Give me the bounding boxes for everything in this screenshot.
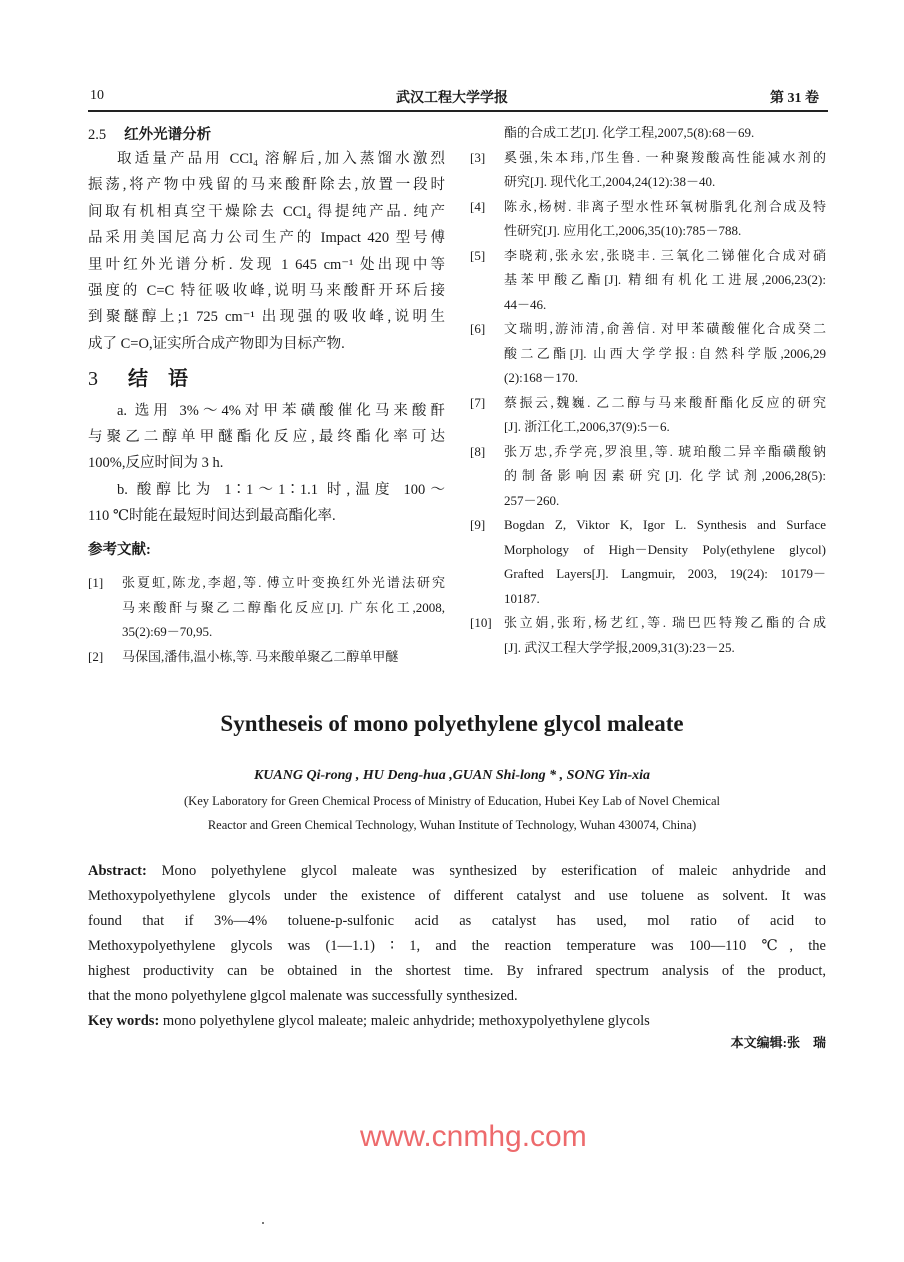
reference-line: 奚强,朱本玮,邝生鲁. 一种聚羧酸高性能减水剂的 xyxy=(504,149,826,165)
reference-number: [2] xyxy=(88,648,104,664)
reference-item xyxy=(88,645,445,670)
reference-line: 蔡振云,魏巍. 乙二醇与马来酸酐酯化反应的研究 xyxy=(504,394,826,410)
reference-line: 257－260. xyxy=(504,492,560,508)
watermark: www.cnmhg.com xyxy=(360,1120,587,1153)
journal-name: 武汉工程大学学报 xyxy=(396,91,508,106)
abstract xyxy=(88,859,826,1034)
section-title: 结语 xyxy=(128,368,208,390)
reference-line: 基苯甲酸乙酯[J]. 精细有机化工进展,2006,23(2): xyxy=(504,272,826,287)
abstract-line: highest productivity can be obtained in the shortest time. By infrared spectrum analysis of the product, xyxy=(88,963,826,979)
reference-line: Grafted Layers[J]. Langmuir, 2003, 19(24): 10179－ xyxy=(504,566,826,581)
reference-number: [10] xyxy=(470,615,492,630)
references-right xyxy=(470,121,826,660)
abstract-line xyxy=(88,859,826,884)
paragraph-line: 里叶红外光谱分析. 发现 1 645 cm⁻¹ 处出现中等 xyxy=(88,256,445,273)
reference-line: Morphology of High－Density Poly(ethylene glycol) xyxy=(504,541,826,557)
paragraph-line: 成了 C=O,证实所合成产物即为目标产物. xyxy=(88,335,345,352)
abstract-text: Mono polyethylene glycol maleate was synthesized by esterification of maleic anhydride and xyxy=(146,863,826,879)
reference-line: 陈永,杨树. 非离子型水性环氧树脂乳化剂合成及特 xyxy=(504,198,826,214)
abstract-line: found that if 3%—4% toluene-p-sulfonic acid as catalyst has used, mol ratio of acid to xyxy=(88,913,826,929)
reference-line: [J]. 浙江化工,2006,37(9):5－6. xyxy=(504,419,670,434)
section-title: 红外光谱分析 xyxy=(124,127,212,143)
reference-item xyxy=(470,195,826,244)
reference-number: [4] xyxy=(470,198,486,214)
keywords-label: Key words: xyxy=(88,1013,160,1029)
reference-number: [7] xyxy=(470,394,486,410)
reference-item xyxy=(470,317,826,391)
reference-line: 酸二乙酯[J]. 山西大学学报:自然科学版,2006,29 xyxy=(504,345,826,361)
abstract-line: Methoxypolyethylene glycols under the existence of different catalyst and use toluene as solvent. It was xyxy=(88,888,826,904)
references-left xyxy=(88,571,445,669)
reference-number: [5] xyxy=(470,247,486,263)
english-title: Syntheseis of mono polyethylene glycol maleate xyxy=(220,711,684,736)
reference-line: 张立娟,张珩,杨艺红,等. 瑞巴匹特羧乙酯的合成 xyxy=(504,615,826,630)
header-rule xyxy=(88,110,828,112)
affiliation-line-2: Reactor and Green Chemical Technology, Wuhan Institute of Technology, Wuhan 430074, China) xyxy=(207,818,697,832)
paragraph-line: 振荡,将产物中残留的马来酸酐除去,放置一段时 xyxy=(88,177,445,194)
paragraph-line: 品采用美国尼高力公司生产的 Impact 420 型号傅 xyxy=(88,230,445,247)
reference-number: [8] xyxy=(470,443,486,459)
reference-line: 酯的合成工艺[J]. 化学工程,2007,5(8):68－69. xyxy=(504,125,755,140)
reference-line: 文瑞明,游沛清,俞善信. 对甲苯磺酸催化合成癸二 xyxy=(504,321,826,336)
reference-item xyxy=(470,244,826,318)
conclusion-body xyxy=(88,398,445,529)
section-heading-3 xyxy=(88,362,445,391)
reference-number: [3] xyxy=(470,149,486,165)
paragraph-line: 强度的 C=C 特征吸收峰,说明马来酸酐开环后接 xyxy=(88,283,445,300)
reference-line: 10187. xyxy=(504,590,540,606)
paragraph-line: a. 选用 3%～4%对甲苯磺酸催化马来酸酐 xyxy=(117,403,445,419)
reference-line: 马来酸酐与聚乙二醇酯化反应[J]. 广东化工,2008, xyxy=(122,599,445,615)
reference-line: 44－46. xyxy=(504,296,547,312)
reference-item xyxy=(470,121,826,146)
reference-line: 的制备影响因素研究[J]. 化学试剂,2006,28(5): xyxy=(504,468,826,483)
paragraph-line: 取适量产品用 CCl₄ 溶解后,加入蒸馏水激烈 xyxy=(117,151,445,167)
reference-line: 马保国,潘伟,温小栋,等. 马来酸单聚乙二醇单甲醚 xyxy=(122,648,399,664)
references-heading: 参考文献: xyxy=(88,542,151,558)
reference-line: 35(2):69－70,95. xyxy=(122,624,213,639)
section-number: 3 xyxy=(88,368,98,390)
reference-line: 李晓莉,张永宏,张晓丰. 三氧化二锑催化合成对硝 xyxy=(504,247,826,263)
paragraph-line: 间取有机相真空干燥除去 CCl₄ 得提纯产品. 纯产 xyxy=(88,203,445,220)
reference-line: (2):168－170. xyxy=(504,370,579,385)
editor-credit: 本文编辑:张 瑞 xyxy=(730,1035,826,1050)
scan-speck xyxy=(262,1222,264,1224)
keywords-line xyxy=(88,1009,826,1034)
abstract-line: Methoxypolyethylene glycols was (1—1.1) ∶ 1, and the reaction temperature was 100—110 ℃, the xyxy=(88,938,826,954)
reference-number: [6] xyxy=(470,321,486,336)
abstract-label: Abstract: xyxy=(88,863,147,879)
section-number: 2.5 xyxy=(88,127,107,143)
reference-line: 研究[J]. 现代化工,2004,24(12):38－40. xyxy=(504,174,716,189)
paragraph-line: 与聚乙二醇单甲醚酯化反应,最终酯化率可达 xyxy=(88,429,445,446)
reference-number: [1] xyxy=(88,575,104,590)
reference-item xyxy=(470,391,826,440)
section-heading-2-5 xyxy=(88,123,445,144)
paragraph-line: 到聚醚醇上;1 725 cm⁻¹ 出现强的吸收峰,说明生 xyxy=(88,309,445,326)
reference-item xyxy=(470,440,826,514)
authors: KUANG Qi-rong , HU Deng-hua ,GUAN Shi-long * , SONG Yin-xia xyxy=(253,768,651,783)
reference-line: 性研究[J]. 应用化工,2006,35(10):785－788. xyxy=(504,223,742,238)
reference-item xyxy=(88,571,445,645)
abstract-line: that the mono polyethylene glgcol malenate was successfully synthesized. xyxy=(88,988,518,1004)
reference-item xyxy=(470,513,826,611)
paragraph-line: 110 ℃时能在最短时间达到最高酯化率. xyxy=(88,507,336,524)
reference-line: 张夏虹,陈龙,李超,等. 傅立叶变换红外光谱法研究 xyxy=(122,575,445,590)
paragraph-line: b. 酸醇比为 1∶1～1∶1.1 时,温度 100～ xyxy=(117,481,445,498)
page-number: 10 xyxy=(90,88,104,103)
affiliation-line-1: (Key Laboratory for Green Chemical Process of Ministry of Education, Hubei Key Lab of Novel Chemical xyxy=(184,794,720,808)
keywords-text: mono polyethylene glycol maleate; maleic anhydride; methoxypolyethylene glycols xyxy=(159,1013,650,1029)
reference-number: [9] xyxy=(470,517,486,532)
reference-line: Bogdan Z, Viktor K, Igor L. Synthesis and Surface xyxy=(504,517,826,532)
section-2-5-body xyxy=(88,146,445,357)
reference-line: [J]. 武汉工程大学学报,2009,31(3):23－25. xyxy=(504,639,735,655)
reference-item xyxy=(470,611,826,660)
volume-label: 第 31 卷 xyxy=(770,91,819,106)
reference-item xyxy=(470,146,826,195)
paragraph-line: 100%,反应时间为 3 h. xyxy=(88,455,224,472)
reference-line: 张万忠,乔学亮,罗浪里,等. 琥珀酸二异辛酯磺酸钠 xyxy=(504,443,826,459)
